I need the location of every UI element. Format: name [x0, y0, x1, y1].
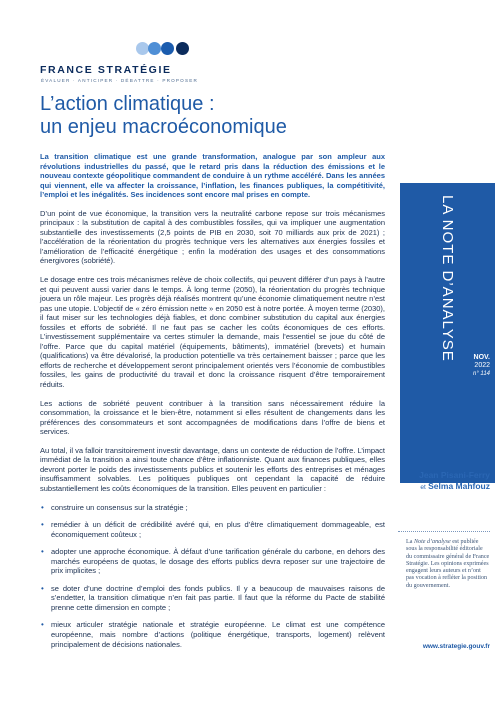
logo-dot-4 — [176, 42, 189, 55]
lead-paragraph: La transition climatique est une grande transformation, analogue par son ampleur aux révolutions industrielles du passé, que le retard pris dans la réduction des émissions et le nouveau contexte géopolitique commandent de conduire à un rythme accéléré. Dans les années qui viennent, elle va affecter la croissance, l’inflation, les finances publiques, la compétitivité, l’emploi et les inégalités. Ses incidences sont encore mal prises en compte. — [40, 152, 385, 200]
list-item: • adopter une approche économique. À défaut d’une tarification générale du carbone, en dehors des marchés européens de quotas, le dosage des efforts publics devra reposer sur une trajectoire de prix implicites ; — [40, 547, 385, 576]
body-paragraph-4: Au total, il va falloir transitoirement investir davantage, dans un contexte de réduction de l’offre. L’impact immédiat de la transition a ainsi toute chance d’être inflationniste. Quant aux finances publiques, elles devront porter le poids des investissements publics et soutenir les efforts des entreprises et ménages insuffisamment solvables. Les politiques publiques ont cependant la capacité de réduire substantiellement les coûts économiques de la transition. Elles peuvent en particulier : — [40, 445, 385, 493]
recommendations-list — [40, 503, 385, 650]
logo-dots-icon — [136, 42, 196, 56]
note-body: est publiée sous la responsabilité éditoriale du commissaire général de France Stratégie. Les opinions exprimées engagent leurs auteurs et n’ont pas vocation à refléter la position du gouvernement. — [406, 539, 490, 589]
page-title — [40, 93, 370, 139]
list-item: • se doter d’une doctrine d’emploi des fonds publics. Il y a beaucoup de mauvaises raisons de s’endetter, la transition climatique n’en fait pas partie. Il faut que la réforme du Pacte de stabilité prenne cette dimension en compte ; — [40, 584, 385, 613]
author-1: Jean Pisani-Ferry — [419, 470, 490, 480]
note-divider — [398, 531, 490, 532]
issue-month: NOV. — [473, 354, 490, 361]
title-line-2: un enjeu macroéconomique — [40, 116, 287, 138]
author-2: Selma Mahfouz — [428, 481, 490, 491]
note-prefix: La — [406, 539, 414, 545]
author-conjunction: et — [420, 484, 426, 491]
body-paragraph-3: Les actions de sobriété peuvent contribuer à la transition sans nécessairement réduire la consommation, la croissance et le bien-être, notamment si elles résultent de changements dans les préférences des consommateurs et sont accompagnées de modifications dans l’offre de biens et services. — [40, 398, 385, 437]
issue-number: n° 114 — [473, 371, 490, 377]
title-line-1: L’action climatique : — [40, 93, 215, 115]
series-title: LA NOTE D’ANALYSE — [439, 195, 456, 362]
list-item: • mieux articuler stratégie nationale et stratégie européenne. Le climat est une compétence européenne, mais nombre d’actions (politique énergétique, transports, logement) relèvent principalement de décisions nationales. — [40, 620, 385, 649]
list-item: • construire un consensus sur la stratégie ; — [40, 503, 385, 513]
issue-info — [452, 354, 490, 378]
main-content — [40, 152, 385, 657]
list-item: • remédier à un déficit de crédibilité avéré qui, en plus d’être climatiquement dommageable, est économiquement coûteux ; — [40, 520, 385, 539]
logo-dot-3 — [161, 42, 174, 55]
editorial-note — [406, 539, 490, 590]
issue-year: 2022 — [474, 362, 490, 369]
france-strategie-logo — [40, 42, 198, 87]
logo-tagline: ÉVALUER · ANTICIPER · DÉBATTRE · PROPOSER — [41, 78, 198, 83]
authors — [398, 470, 490, 493]
logo-name: FRANCE STRATÉGIE — [40, 64, 172, 76]
website-link[interactable]: www.strategie.gouv.fr — [422, 643, 490, 650]
note-title: Note d’analyse — [413, 539, 451, 545]
series-label — [438, 195, 458, 362]
body-paragraph-2: Le dosage entre ces trois mécanismes relève de choix collectifs, qui peuvent différer d’un pays à l’autre et qui peuvent aussi varier dans le temps. À long terme (2050), la réorientation du progrès technique jouera un rôle majeur. Les progrès déjà réalisés montrent qu’une économie climatiquement neutre n’est pas une utopie. L’objectif de « zéro émission nette » en 2050 est à notre portée. À moyen terme (2030), il faut miser sur les technologies déjà fiables, et donc combiner substitution du capital aux énergies fossiles et efforts de sobriété. Il ne faut pas se cacher les coûts économiques de ces efforts. L’investissement supplémentaire va certes stimuler la demande, mais l’essentiel se joue du côté de l’offre. Parce que du capital matériel (équipements, bâtiments), immatériel (brevets) et humain (qualifications) va être dévalorisé, la production potentielle va très certainement baisser ; parce que les efforts de recherche et développement seront principalement orientés vers l’économie de combustibles fossiles, les gains de productivité du travail et donc la croissance risquent d’être temporairement réduits. — [40, 275, 385, 390]
logo-dot-2 — [148, 42, 161, 55]
body-paragraph-1: D’un point de vue économique, la transition vers la neutralité carbone repose sur trois mécanismes principaux : la substitution de capital à des combustibles fossiles, qui va impliquer une augmentation substantielle des investissements (2,5 points de PIB en 2030, soit 70 milliards aux prix de 2021) ; l’accélération de la réorientation du progrès technique vers les alternatives aux énergies fossiles et l’amélioration de l’efficacité énergétique ; enfin la modération des usages et des consommations énergivores (sobriété). — [40, 208, 385, 266]
